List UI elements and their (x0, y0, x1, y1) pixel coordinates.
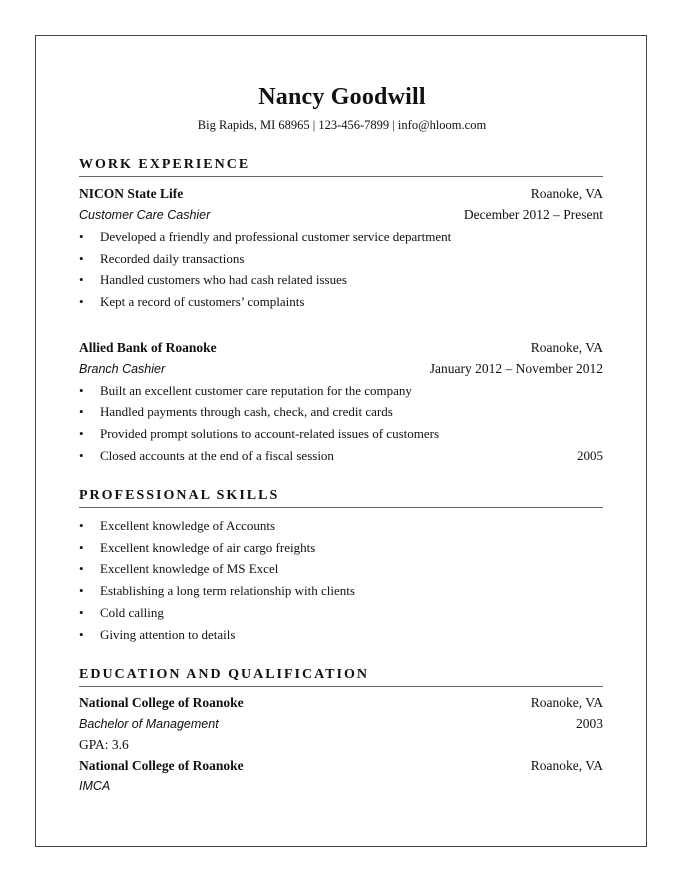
list-item (79, 583, 603, 603)
list-item (79, 404, 603, 424)
education-header (79, 695, 603, 715)
bullet-text: Built an excellent customer care reputation for the company (100, 383, 412, 398)
list-item (79, 294, 603, 314)
work-experience-heading: WORK EXPERIENCE (79, 157, 603, 177)
degree: IMCA (79, 779, 111, 793)
gpa: GPA: 3.6 (79, 737, 129, 752)
bullet-icon: • (79, 605, 84, 620)
company-name: Allied Bank of Roanoke (79, 340, 217, 355)
bullet-icon: • (79, 229, 84, 244)
education-header (79, 758, 603, 778)
school-name: National College of Roanoke (79, 758, 244, 773)
list-item (79, 426, 603, 446)
list-item (79, 272, 603, 292)
job-dates: January 2012 – November 2012 (429, 361, 603, 376)
bullet-text: Provided prompt solutions to account-related issues of customers (100, 426, 440, 441)
bullet-icon: • (79, 294, 84, 309)
job-header (79, 340, 603, 360)
bullet-text: Developed a friendly and professional customer service department (100, 229, 452, 244)
bullet-icon: • (79, 448, 84, 463)
bullet-icon: • (79, 627, 84, 642)
company-name: NICON State Life (79, 186, 184, 201)
bullet-icon: • (79, 561, 84, 576)
contact-line: Big Rapids, MI 68965 | 123-456-7899 | info@hloom.com (197, 118, 487, 132)
list-item (79, 561, 603, 581)
professional-skills-heading: PROFESSIONAL SKILLS (79, 488, 603, 508)
skill-text: Giving attention to details (100, 627, 236, 642)
education-heading: EDUCATION AND QUALIFICATION (79, 667, 603, 687)
job-subheader (79, 207, 603, 227)
list-item (79, 251, 603, 271)
list-item (79, 229, 603, 249)
job-dates: December 2012 – Present (463, 207, 603, 222)
list-item (79, 518, 603, 538)
graduation-year: 2003 (576, 716, 603, 731)
bullet-text: Closed accounts at the end of a fiscal session (100, 448, 334, 463)
bullet-icon: • (79, 426, 84, 441)
job-title: Branch Cashier (79, 362, 166, 376)
bullet-text: Handled customers who had cash related issues (100, 272, 347, 287)
education-subheader (79, 716, 603, 736)
bullet-icon: • (79, 404, 84, 419)
bullet-text: Recorded daily transactions (100, 251, 245, 266)
bullet-icon: • (79, 540, 84, 555)
bullet-icon: • (79, 518, 84, 533)
resume-name: Nancy Goodwill (258, 84, 426, 110)
education-subheader (79, 779, 603, 799)
bullet-icon: • (79, 251, 84, 266)
skill-text: Excellent knowledge of MS Excel (100, 561, 279, 576)
skill-text: Excellent knowledge of Accounts (100, 518, 276, 533)
list-item (79, 540, 603, 560)
skill-text: Excellent knowledge of air cargo freights (100, 540, 316, 555)
bullet-year: 2005 (577, 448, 603, 463)
job-header (79, 186, 603, 206)
gpa-row (79, 737, 603, 757)
skill-text: Establishing a long term relationship with clients (100, 583, 355, 598)
bullet-icon: • (79, 383, 84, 398)
school-name: National College of Roanoke (79, 695, 244, 710)
job-subheader (79, 361, 603, 381)
school-location: Roanoke, VA (530, 695, 603, 710)
school-location: Roanoke, VA (530, 758, 603, 773)
list-item (79, 383, 603, 403)
skill-text: Cold calling (100, 605, 164, 620)
job-location: Roanoke, VA (530, 186, 603, 201)
job-location: Roanoke, VA (530, 340, 603, 355)
job-title: Customer Care Cashier (79, 208, 211, 222)
degree: Bachelor of Management (79, 717, 219, 731)
bullet-text: Kept a record of customers’ complaints (100, 294, 305, 309)
list-item (79, 605, 603, 625)
bullet-icon: • (79, 272, 84, 287)
bullet-icon: • (79, 583, 84, 598)
list-item (79, 448, 603, 468)
list-item (79, 627, 603, 647)
bullet-text: Handled payments through cash, check, and credit cards (100, 404, 393, 419)
